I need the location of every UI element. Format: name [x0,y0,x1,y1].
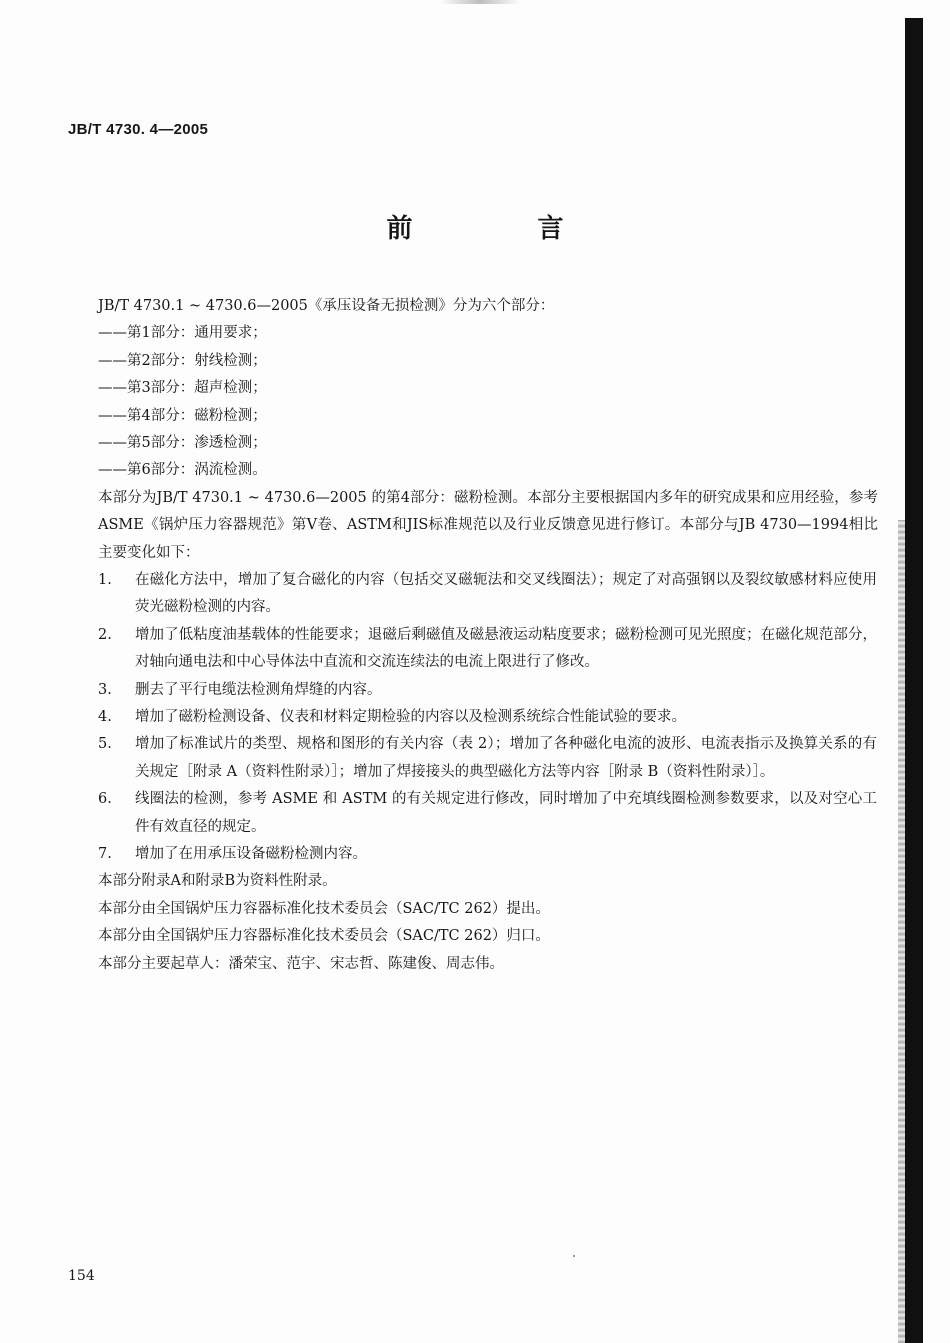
scan-smudge [440,0,520,4]
change-text: 删去了平行电缆法检测角焊缝的内容。 [135,681,382,698]
change-number: 7. [98,846,112,863]
change-number: 6. [98,791,112,808]
closing-line: 本部分主要起草人：潘荣宝、范宇、宋志哲、陈建俊、周志伟。 [98,955,504,972]
change-item [98,677,877,704]
closing-line: 本部分附录A和附录B为资料性附录。 [98,873,337,890]
change-text: 增加了磁粉检测设备、仪表和材料定期检验的内容以及检测系统综合性能试验的要求。 [135,708,686,725]
change-number: 5. [98,736,112,753]
change-number: 3. [98,681,112,698]
summary-paragraph: 本部分为JB/T 4730.1 ~ 4730.6—2005 的第4部分：磁粉检测。本部分主要根据国内多年的研究成果和应用经验，参考ASME《锅炉压力容器规范》第Ⅴ卷、ASTM和JIS标准规范以及行业反馈意见进行修订。本部分与JB 4730—1994相比主要变化如下： [98,489,878,561]
summary-block [68,485,878,567]
change-text: 增加了在用承压设备磁粉检测内容。 [135,846,367,863]
change-number: 4. [98,708,112,725]
part-item: ——第6部分：涡流检测。 [98,462,267,479]
page-number: 154 [68,1268,95,1284]
part-item: ——第4部分：磁粉检测； [98,407,267,424]
part-item: ——第3部分：超声检测； [98,380,267,397]
intro-line: JB/T 4730.1 ~ 4730.6—2005《承压设备无损检测》分为六个部分： [98,298,555,314]
change-number: 2. [98,626,112,643]
change-item [98,731,877,786]
change-item [98,622,877,677]
change-item [98,567,877,622]
change-item [98,704,877,731]
change-number: 1. [98,571,112,588]
standard-code: JB/T 4730. 4—2005 [68,121,209,138]
foreword-body [98,293,878,978]
change-item [98,841,877,868]
change-item [98,786,877,841]
part-item: ——第1部分：通用要求； [98,325,267,342]
changes-list [98,567,878,868]
scan-speck [573,1255,575,1257]
part-item: ——第5部分：渗透检测； [98,434,267,451]
change-text: 线圈法的检测，参考 ASME 和 ASTM 的有关规定进行修改，同时增加了中充填线圈检测参数要求，以及对空心工件有效直径的规定。 [135,791,877,835]
change-text: 增加了低粘度油基载体的性能要求；退磁后剩磁值及磁悬液运动粘度要求；磁粉检测可见光照度；在磁化规范部分，对轴向通电法和中心导体法中直流和交流连续法的电流上限进行了修改。 [135,626,877,671]
closing-line: 本部分由全国锅炉压力容器标准化技术委员会（SAC/TC 262）提出。 [98,900,550,917]
closing-line: 本部分由全国锅炉压力容器标准化技术委员会（SAC/TC 262）归口。 [98,928,550,945]
part-item: ——第2部分：射线检测； [98,352,267,369]
change-text: 增加了标准试片的类型、规格和图形的有关内容（表 2）；增加了各种磁化电流的波形、电流表指示及换算关系的有关规定［附录 A（资料性附录）］；增加了焊接接头的典型磁化方法等内容［附录 B（资料性附录）］。 [135,736,877,780]
page-title: 前 言 [386,214,622,244]
change-text: 在磁化方法中，增加了复合磁化的内容（包括交叉磁轭法和交叉线圈法）；规定了对高强钢以及裂纹敏感材料应使用荧光磁粉检测的内容。 [135,571,877,616]
scan-edge-noise [898,520,906,1343]
